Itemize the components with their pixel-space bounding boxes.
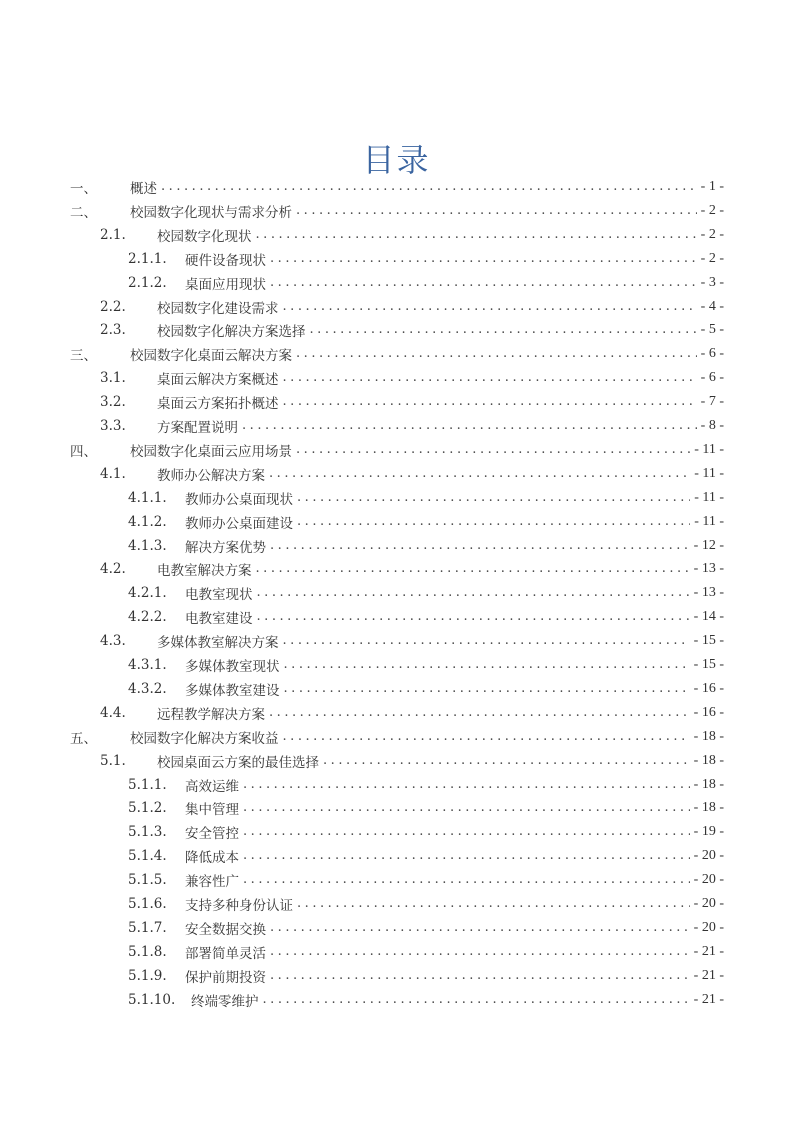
toc-entry-number: 4.1.2. bbox=[128, 513, 167, 530]
dot-leader bbox=[296, 440, 690, 460]
dot-leader bbox=[323, 751, 690, 771]
toc-entry-number: 三、 bbox=[70, 348, 97, 365]
toc-entry-title[interactable]: 多媒体教室现状 bbox=[185, 659, 280, 675]
toc-entry-title[interactable]: 校园数字化桌面云应用场景 bbox=[130, 443, 292, 460]
toc-entry[interactable] bbox=[128, 249, 724, 269]
toc-entry-number: 四、 bbox=[70, 443, 97, 460]
toc-entry[interactable] bbox=[128, 894, 724, 914]
toc-entry[interactable] bbox=[100, 631, 724, 651]
toc-entry-page[interactable]: - 18 - bbox=[693, 728, 724, 744]
toc-entry-number: 5.1.9. bbox=[128, 967, 167, 984]
toc-entry-number: 五、 bbox=[70, 730, 97, 747]
toc-entry-page[interactable]: - 14 - bbox=[693, 609, 724, 625]
toc-entry[interactable] bbox=[100, 225, 724, 245]
toc-entry-title[interactable]: 教师办公解决方案 bbox=[157, 467, 265, 484]
toc-entry-page[interactable]: - 6 - bbox=[700, 346, 724, 362]
toc-entry-number: 5.1.6. bbox=[128, 896, 167, 912]
toc-entry-title[interactable]: 桌面云方案拓扑概述 bbox=[157, 396, 279, 413]
toc-entry-number: 5.1.3. bbox=[128, 824, 167, 841]
toc-entry-page[interactable]: - 2 - bbox=[700, 250, 724, 266]
toc-entry-number: 4.4. bbox=[100, 704, 126, 721]
toc-entry-title[interactable]: 校园数字化解决方案收益 bbox=[130, 730, 279, 747]
toc-entry-number: 2.1. bbox=[100, 226, 126, 243]
toc-entry-title[interactable]: 集中管理 bbox=[185, 802, 239, 819]
toc-entry-page[interactable]: - 8 - bbox=[700, 418, 724, 433]
toc-entry-number: 5.1.10. bbox=[128, 991, 176, 1008]
dot-leader bbox=[283, 297, 697, 317]
toc-entry-title[interactable]: 多媒体教室建设 bbox=[185, 682, 280, 699]
dot-leader bbox=[283, 392, 697, 412]
dot-leader bbox=[243, 822, 690, 842]
toc-entry-page[interactable]: - 5 - bbox=[700, 322, 724, 338]
toc-entry-page[interactable]: - 2 - bbox=[700, 226, 724, 242]
toc-entry-number: 2.3. bbox=[100, 322, 126, 339]
toc-entry-page[interactable]: - 3 - bbox=[700, 274, 724, 290]
dot-leader bbox=[283, 631, 690, 651]
dot-leader bbox=[283, 368, 697, 388]
toc-entry[interactable] bbox=[128, 512, 724, 532]
toc-entry-page[interactable]: - 18 - bbox=[693, 800, 724, 816]
toc-entry-title[interactable]: 电教室解决方案 bbox=[157, 563, 252, 580]
toc-entry-number: 3.2. bbox=[100, 394, 126, 411]
toc-entry-number: 4.2.2. bbox=[128, 609, 167, 626]
toc-entry-number: 5.1. bbox=[100, 752, 126, 769]
toc-entry[interactable] bbox=[100, 559, 724, 579]
dot-leader bbox=[270, 966, 690, 986]
toc-entry-page[interactable]: - 13 - bbox=[693, 561, 724, 577]
toc-entry[interactable] bbox=[128, 607, 724, 627]
dot-leader bbox=[297, 512, 690, 532]
toc-entry[interactable] bbox=[128, 870, 724, 890]
toc-entry-page[interactable]: - 19 - bbox=[693, 824, 724, 840]
toc-entry-number: 4.1.1. bbox=[128, 489, 167, 506]
toc-entry[interactable] bbox=[100, 703, 724, 723]
dot-leader bbox=[296, 201, 697, 221]
toc-entry[interactable] bbox=[128, 918, 724, 938]
dot-leader bbox=[296, 344, 697, 364]
dot-leader bbox=[242, 416, 697, 436]
toc-entry[interactable] bbox=[128, 798, 724, 818]
toc-entry-title[interactable]: 安全数据交换 bbox=[185, 921, 266, 938]
toc-entry-number: 4.1. bbox=[100, 465, 126, 482]
toc-entry-title[interactable]: 安全管控 bbox=[185, 826, 239, 843]
toc-entry[interactable] bbox=[128, 942, 724, 962]
toc-entry-title[interactable]: 桌面应用现状 bbox=[185, 276, 266, 293]
toc-entry[interactable] bbox=[70, 727, 724, 747]
toc-entry[interactable] bbox=[128, 655, 724, 675]
toc-entry[interactable] bbox=[70, 201, 724, 221]
toc-entry-number: 3.1. bbox=[100, 370, 126, 387]
toc-entry[interactable] bbox=[100, 368, 724, 388]
toc-entry-page[interactable]: - 15 - bbox=[693, 633, 724, 649]
toc-entry-number: 5.1.1. bbox=[128, 776, 167, 793]
toc-entry[interactable] bbox=[128, 775, 724, 795]
toc-entry-number: 4.1.3. bbox=[128, 537, 167, 554]
toc-entry-number: 4.2. bbox=[100, 561, 126, 578]
toc-entry-page[interactable]: - 18 - bbox=[693, 752, 724, 768]
dot-leader bbox=[161, 177, 697, 197]
toc-entry[interactable] bbox=[100, 464, 724, 484]
toc-entry[interactable] bbox=[100, 751, 724, 771]
toc-entry-page[interactable]: - 4 - bbox=[700, 298, 724, 314]
toc-entry-page[interactable]: - 13 - bbox=[693, 585, 724, 601]
toc-entry-page[interactable]: - 20 - bbox=[693, 896, 724, 911]
toc-entry-number: 一、 bbox=[70, 181, 97, 197]
toc-entry[interactable] bbox=[100, 392, 724, 412]
toc-entry-page[interactable]: - 15 - bbox=[693, 657, 724, 672]
toc-entry-title[interactable]: 校园数字化现状与需求分析 bbox=[130, 204, 292, 221]
toc-entry-title[interactable]: 电教室现状 bbox=[185, 587, 253, 604]
dot-leader bbox=[256, 559, 690, 579]
toc-entry[interactable] bbox=[70, 344, 724, 364]
toc-entry-number: 4.3. bbox=[100, 633, 126, 650]
toc-entry-page[interactable]: - 21 - bbox=[693, 991, 724, 1007]
dot-leader bbox=[243, 846, 690, 866]
toc-entry-title[interactable]: 教师办公桌面建设 bbox=[185, 515, 293, 532]
dot-leader bbox=[243, 798, 690, 818]
dot-leader bbox=[257, 583, 690, 603]
toc-entry-page[interactable]: - 12 - bbox=[693, 537, 724, 553]
toc-entry-page[interactable]: - 7 - bbox=[700, 394, 724, 410]
toc-entry[interactable] bbox=[128, 488, 724, 508]
toc-entry-number: 2.2. bbox=[100, 298, 126, 315]
dot-leader bbox=[270, 942, 690, 962]
toc-entry[interactable] bbox=[70, 177, 724, 197]
dot-leader bbox=[270, 249, 697, 269]
dot-leader bbox=[257, 607, 690, 627]
toc-entry-page[interactable]: - 18 - bbox=[693, 776, 724, 792]
toc-entry-page[interactable]: - 16 - bbox=[693, 704, 724, 720]
toc-entry-title[interactable]: 硬件设备现状 bbox=[185, 252, 266, 269]
toc-entry-title[interactable]: 校园桌面云方案的最佳选择 bbox=[157, 754, 319, 771]
toc-entry-page[interactable]: - 1 - bbox=[700, 179, 724, 194]
toc-entry[interactable] bbox=[128, 583, 724, 603]
toc-entry-page[interactable]: - 11 - bbox=[694, 489, 724, 505]
page-title: 目录 bbox=[362, 141, 431, 180]
toc-entry-title[interactable]: 桌面云解决方案概述 bbox=[157, 372, 279, 389]
toc-entry-title[interactable]: 概述 bbox=[130, 181, 157, 197]
toc-entry-page[interactable]: - 11 - bbox=[694, 441, 724, 457]
dot-leader bbox=[284, 679, 690, 699]
toc-entry-number: 2.1.1. bbox=[128, 250, 167, 267]
toc-entry-title[interactable]: 校园数字化建设需求 bbox=[157, 300, 279, 317]
toc-entry-page[interactable]: - 11 - bbox=[694, 465, 724, 481]
toc-entry[interactable] bbox=[128, 990, 724, 1010]
toc-entry-page[interactable]: - 20 - bbox=[693, 872, 724, 888]
toc-entry-title[interactable]: 解决方案优势 bbox=[185, 539, 266, 556]
toc-entry-number: 5.1.2. bbox=[128, 800, 167, 817]
toc-entry-number: 3.3. bbox=[100, 418, 126, 434]
dot-leader bbox=[310, 320, 697, 340]
toc-entry-title[interactable]: 部署简单灵活 bbox=[185, 945, 266, 962]
toc-entry-title[interactable]: 远程教学解决方案 bbox=[157, 706, 265, 723]
toc-entry[interactable] bbox=[70, 440, 724, 460]
toc-entry[interactable] bbox=[100, 320, 724, 340]
toc-entry-title[interactable]: 保护前期投资 bbox=[185, 969, 266, 986]
dot-leader bbox=[243, 870, 690, 890]
toc-entry-number: 二、 bbox=[70, 204, 97, 221]
toc-entry-title[interactable]: 校园数字化桌面云解决方案 bbox=[130, 348, 292, 365]
toc-entry-page[interactable]: - 6 - bbox=[700, 370, 724, 386]
toc-entry-number: 5.1.8. bbox=[128, 943, 167, 960]
toc-entry-number: 5.1.4. bbox=[128, 848, 167, 865]
toc-entry-title[interactable]: 方案配置说明 bbox=[157, 420, 238, 436]
toc-entry-title[interactable]: 多媒体教室解决方案 bbox=[157, 635, 279, 652]
toc-entry[interactable] bbox=[128, 273, 724, 293]
dot-leader bbox=[256, 225, 697, 245]
toc-entry-title[interactable]: 电教室建设 bbox=[185, 611, 253, 628]
dot-leader bbox=[270, 273, 697, 293]
toc-entry-title[interactable]: 教师办公桌面现状 bbox=[185, 491, 293, 508]
toc-entry-page[interactable]: - 16 - bbox=[693, 680, 724, 696]
toc-entry-number: 5.1.5. bbox=[128, 872, 167, 889]
toc-entry-page[interactable]: - 2 - bbox=[700, 202, 724, 218]
dot-leader bbox=[297, 894, 690, 914]
toc-entry-number: 4.2.1. bbox=[128, 585, 167, 602]
toc-entry[interactable] bbox=[128, 846, 724, 866]
dot-leader bbox=[284, 655, 690, 675]
toc-entry-number: 5.1.7. bbox=[128, 919, 167, 936]
dot-leader bbox=[243, 775, 690, 795]
toc-entry-title[interactable]: 高效运维 bbox=[185, 778, 239, 795]
toc-entry-title[interactable]: 降低成本 bbox=[185, 850, 239, 867]
dot-leader bbox=[269, 464, 690, 484]
dot-leader bbox=[270, 536, 690, 556]
toc-entry[interactable] bbox=[128, 966, 724, 986]
toc-entry-page[interactable]: - 20 - bbox=[693, 919, 724, 935]
toc-entry-page[interactable]: - 11 - bbox=[694, 513, 724, 529]
toc-entry-title[interactable]: 校园数字化现状 bbox=[157, 228, 252, 245]
toc-entry-title[interactable]: 终端零维护 bbox=[191, 993, 259, 1010]
toc-entry[interactable] bbox=[128, 822, 724, 842]
toc-entry[interactable] bbox=[128, 679, 724, 699]
toc-entry-number: 4.3.1. bbox=[128, 657, 167, 673]
dot-leader bbox=[269, 703, 690, 723]
toc-entry-number: 4.3.2. bbox=[128, 680, 167, 697]
toc-entry[interactable] bbox=[100, 416, 724, 436]
dot-leader bbox=[270, 918, 690, 938]
toc-entry-title[interactable]: 支持多种身份认证 bbox=[185, 898, 293, 914]
dot-leader bbox=[263, 990, 690, 1010]
dot-leader bbox=[283, 727, 690, 747]
toc-entry-number: 2.1.2. bbox=[128, 274, 167, 291]
toc-entry-title[interactable]: 兼容性广 bbox=[185, 874, 239, 891]
toc-entry-page[interactable]: - 20 - bbox=[693, 848, 724, 864]
toc-entry[interactable] bbox=[128, 536, 724, 556]
dot-leader bbox=[297, 488, 690, 508]
toc-entry-page[interactable]: - 21 - bbox=[693, 967, 724, 983]
toc-entry-title[interactable]: 校园数字化解决方案选择 bbox=[157, 324, 306, 341]
toc-entry[interactable] bbox=[100, 297, 724, 317]
toc-entry-page[interactable]: - 21 - bbox=[693, 943, 724, 959]
